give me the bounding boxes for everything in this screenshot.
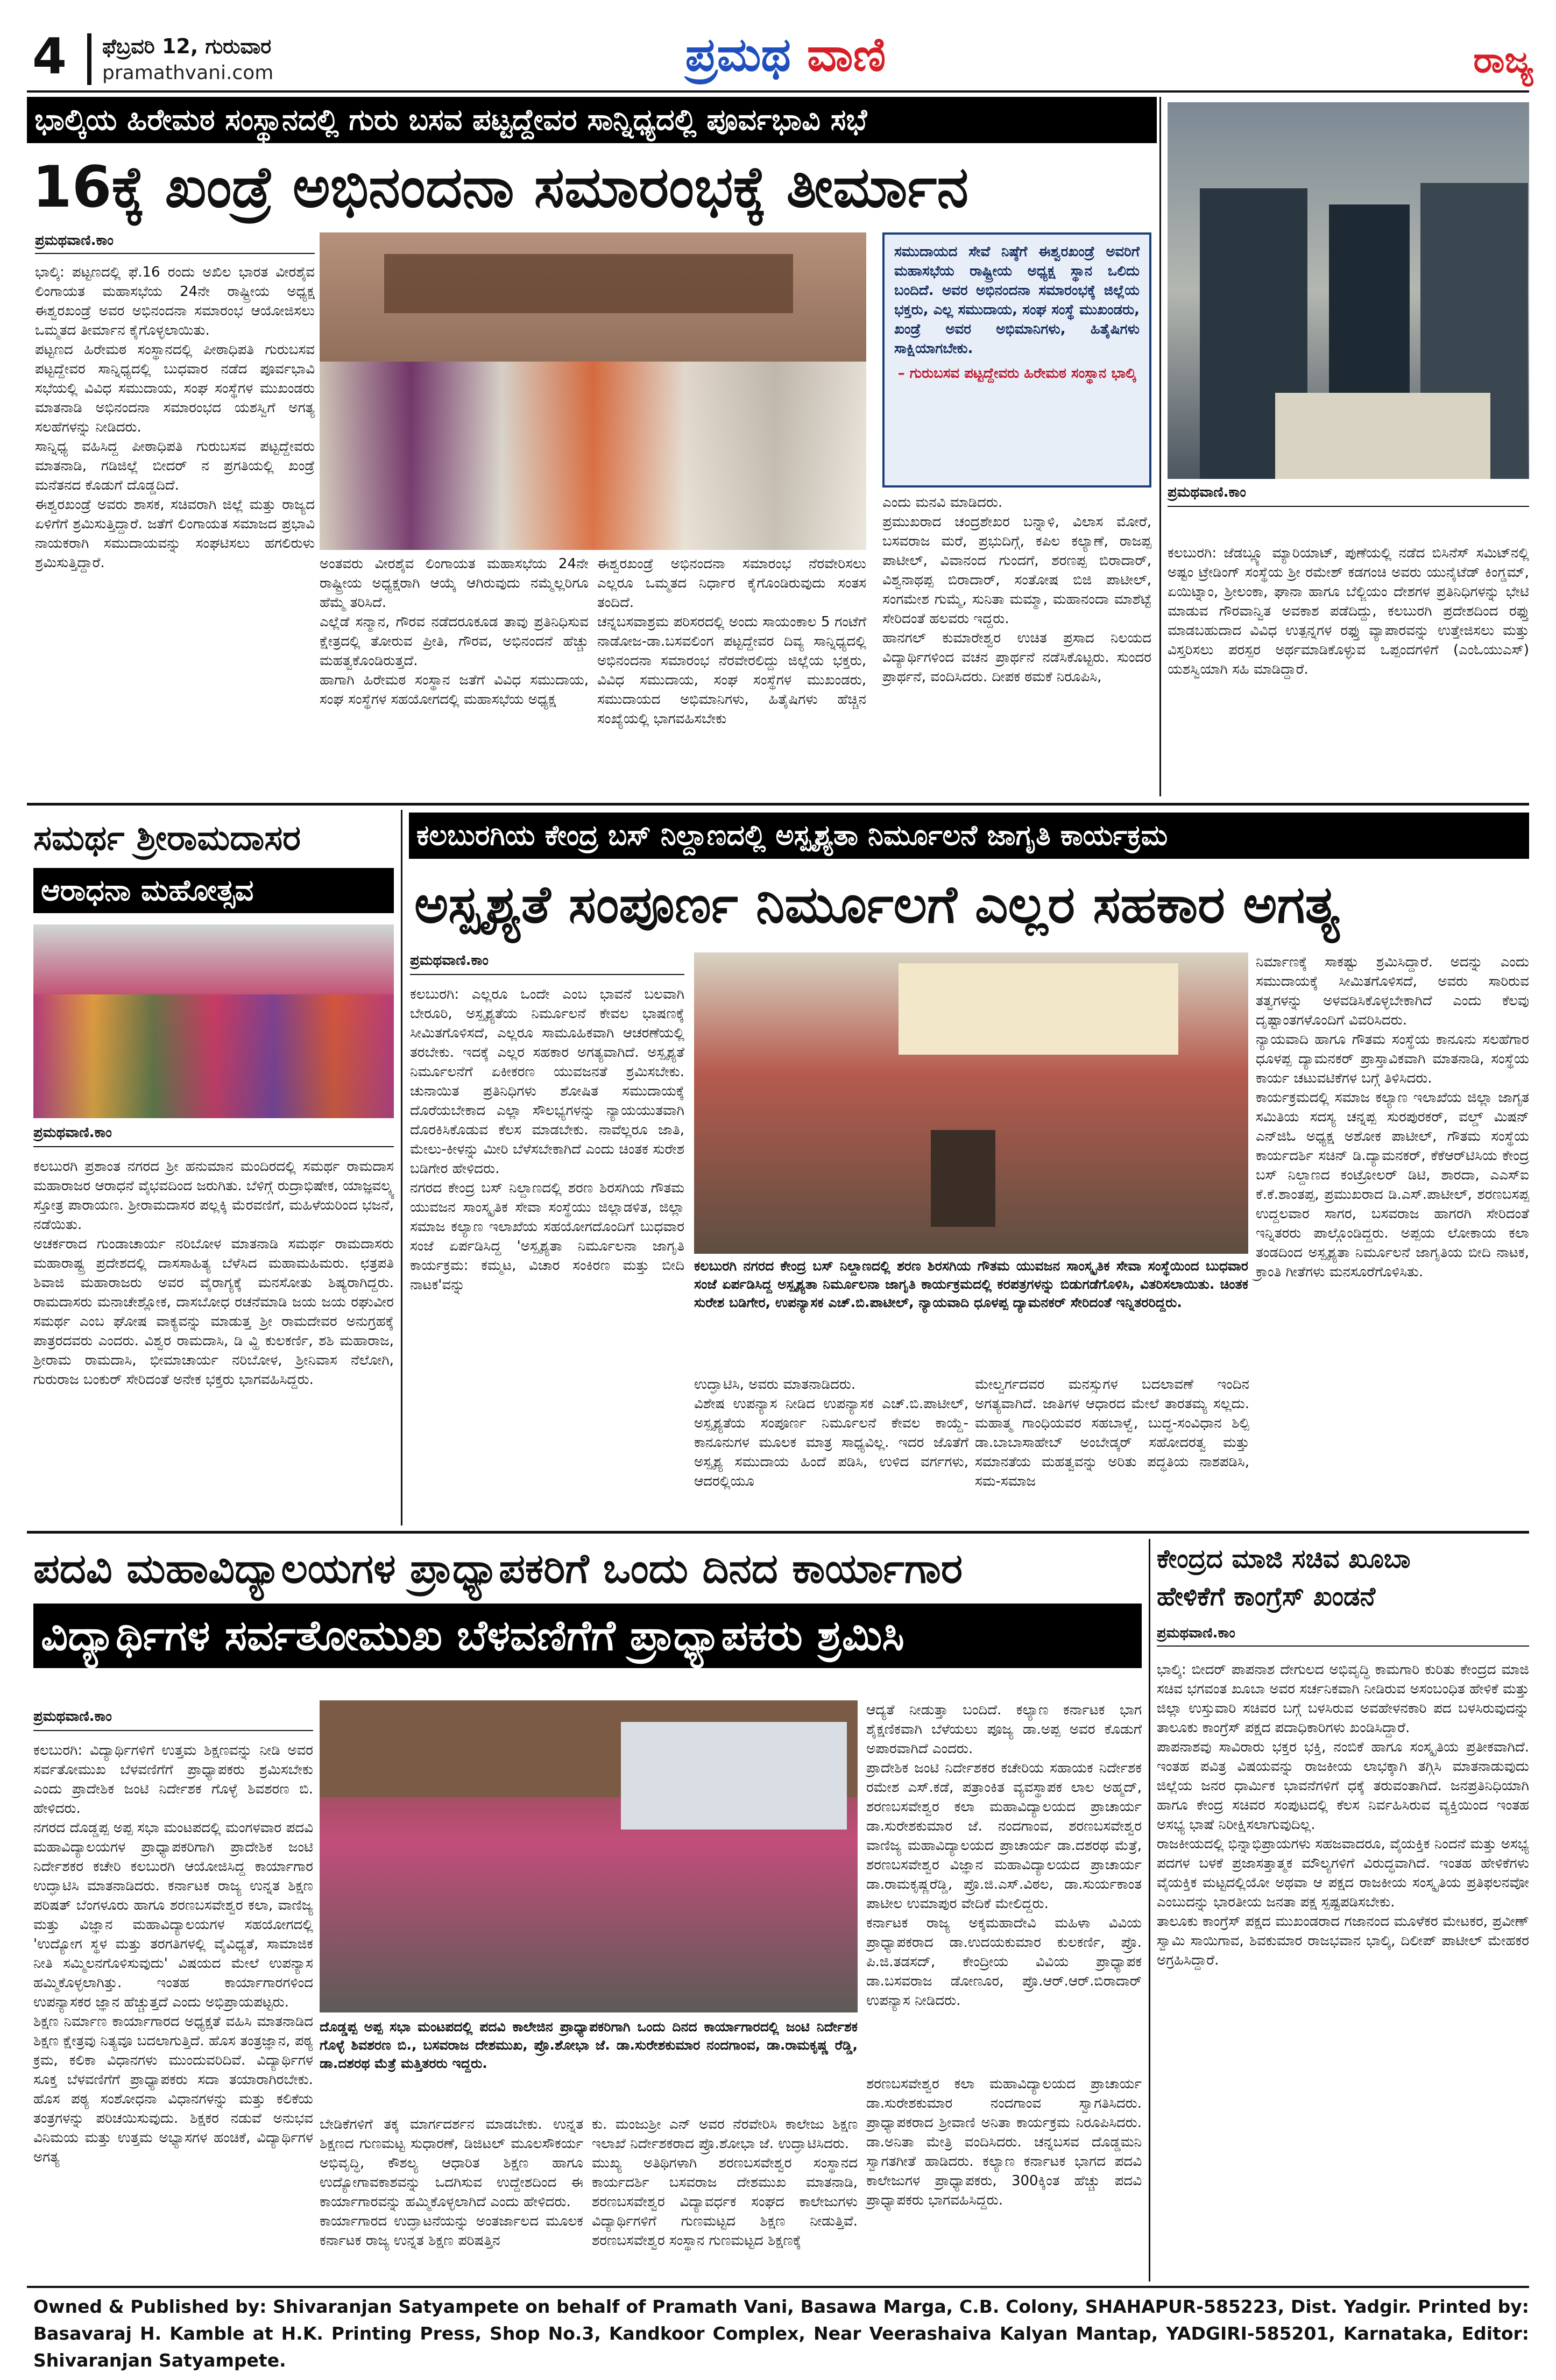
story2-kicker-line1: ಸಮರ್ಥ ಶ್ರೀರಾಮದಾಸರ [33,818,301,858]
photo-frames [384,254,793,313]
story5-byline-rule [1157,1645,1529,1647]
story3-byline: ಪ್ರಮಥವಾಣಿ.ಕಾಂ [410,952,489,969]
masthead [0,0,1556,91]
story2-divider [401,810,402,1526]
story1-byline: ಪ್ರಮಥವಾಣಿ.ಕಾಂ [35,232,114,249]
story4-col2: ಬೇಡಿಕೆಗಳಿಗೆ ತಕ್ಕ ಮಾರ್ಗದರ್ಶನ ಮಾಡಬೇಕು. ಉನ್ನತ ಶಿಕ್ಷಣದ ಗುಣಮಟ್ಟ ಸುಧಾರಣೆ, ಡಿಜಿಟಲ್ ಮೂಲಸೌಕರ್ಯ ಅಭಿವೃದ್ಧಿ, ಕೌಶಲ್ಯ ಆಧಾರಿತ ಶಿಕ್ಷಣ ಹಾಗೂ ಉದ್ಯೋಗಾವಕಾಶವನ್ನು ಒದಗಿಸುವ ಉದ್ದೇಶದಿಂದ ಈ ಕಾರ್ಯಾಗಾರವನ್ನು ಹಮ್ಮಿಕೊಳ್ಳಲಾಗಿದೆ ಎಂದು ಹೇಳಿದರು. ಕಾರ್ಯಾಗಾರದ ಉದ್ಘಾಟನೆಯನ್ನು ಅಂತರ್ಜಾಲದ ಮೂಲಕ ಕರ್ನಾಟಕ ರಾಜ್ಯ ಉನ್ನತ ಶಿಕ್ಷಣ ಪರಿಷತ್ತಿನ [320,2116,583,2249]
section-rule-1 [27,803,1529,806]
photo-people-row [320,362,866,550]
website-link[interactable]: pramathvani.com [102,62,274,84]
story3-byline-rule [410,974,684,975]
story4-col3: ಕು. ಮಂಜುಶ್ರೀ ಎನ್ ಅವರ ನೆರವೇರಿಸಿ ಕಾಲೇಜು ಶಿಕ್ಷಣ ಇಲಾಖೆ ನಿರ್ದೇಶಕರಾದ ಪ್ರೊ.ಶೋಭಾ ಜೆ. ಉದ್ಘಾಟಿಸಿದರು. ಮುಖ್ಯ ಅತಿಥಿಗಳಾಗಿ ಶರಣಬಸವೇಶ್ವರ ಸಂಸ್ಥಾನದ ಕಾರ್ಯದರ್ಶಿ ಬಸವರಾಜ ದೇಶಮುಖ ಮಾತನಾಡಿ, ಶರಣಬಸವೇಶ್ವರ ವಿದ್ಯಾವರ್ಧಕ ಸಂಘದ ಕಾಲೇಜುಗಳು ವಿದ್ಯಾರ್ಥಿಗಳಿಗೆ ಗುಣಮಟ್ಟದ ಶಿಕ್ಷಣ ನೀಡುತ್ತಿವೆ. ಶರಣಬಸವೇಶ್ವರ ಸಂಸ್ಥಾನ ಗುಣಮಟ್ಟದ ಶಿಕ್ಷಣಕ್ಕೆ [592,2116,858,2249]
imprint-line: Owned & Published by: Shivaranjan Satyampete on behalf of Pramath Vani, Basawa Marga, C.B. Colony, SHAHAPUR-585223, Dist. Yadgir. Printed by: Basavaraj H. Kamble at H.K. Printing Press, Shop No.3, Kandkoor Complex, Near Veerashaiva Kalyan Mantap, YADGIRI-585201, Karnataka, Editor: Shivaranjan Satyampete. [33,2296,1529,2371]
story4-headline: ವಿದ್ಯಾರ್ಥಿಗಳ ಸರ್ವತೋಮುಖ ಬೆಳವಣಿಗೆಗೆ ಪ್ರಾಧ್ಯಾಪಕರು ಶ್ರಮಿಸಿ [33,1604,1142,1668]
story3-photo-event [694,952,1248,1254]
page-number: 4 [32,27,67,85]
story4-divider [1149,1539,1150,2282]
story1-col1: ಭಾಲ್ಕಿ: ಪಟ್ಟಣದಲ್ಲಿ ಫೆ.16 ರಂದು ಅಖಿಲ ಭಾರತ ವೀರಶೈವ ಲಿಂಗಾಯತ ಮಹಾಸಭೆಯ 24ನೇ ರಾಷ್ಟ್ರೀಯ ಅಧ್ಯಕ್ಷ ಈಶ್ವರಖಂಡ್ರೆ ಅವರ ಅಭಿನಂದನಾ ಸಮಾರಂಭ ಆಯೋಜಿಸಲು ಒಮ್ಮತದ ತೀರ್ಮಾನ ಕೈಗೊಳ್ಳಲಾಯಿತು. ಪಟ್ಟಣದ ಹಿರೇಮಠ ಸಂಸ್ಥಾನದಲ್ಲಿ ಪೀಠಾಧಿಪತಿ ಗುರುಬಸವ ಪಟ್ಟದ್ದೇವರ ಸಾನ್ನಿಧ್ಯದಲ್ಲಿ ಬುಧವಾರ ನಡೆದ ಪೂರ್ವಭಾವಿ ಸಭೆಯಲ್ಲಿ ವಿವಿಧ ಸಮುದಾಯ, ಸಂಘ ಸಂಸ್ಥೆಗಳ ಮುಖಂಡರು ಮಾತನಾಡಿ ಅಭಿನಂದನಾ ಸಮಾರಂಭದ ಯಶಸ್ವಿಗೆ ಅಗತ್ಯ ಸಲಹೆಗಳನ್ನು ನೀಡಿದರು. ಸಾನ್ನಿಧ್ಯ ವಹಿಸಿದ್ದ ಪೀಠಾಧಿಪತಿ ಗುರುಬಸವ ಪಟ್ಟದ್ದೇವರು ಮಾತನಾಡಿ, ಗಡಿಜಿಲ್ಲೆ ಬೀದರ್ ನ ಪ್ರಗತಿಯಲ್ಲಿ ಖಂಡ್ರೆ ಮನೆತನದ ಕೊಡುಗೆ ದೊಡ್ಡದಿದೆ. ಈಶ್ವರಖಂಡ್ರೆ ಅವರು ಶಾಸಕ, ಸಚಿವರಾಗಿ ಜಿಲ್ಲೆ ಮತ್ತು ರಾಜ್ಯದ ಏಳಿಗೆಗೆ ಶ್ರಮಿಸುತ್ತಿದ್ದಾರೆ. ಜತೆಗೆ ಲಿಂಗಾಯತ ಸಮಾಜದ ಪ್ರಭಾವಿ ನಾಯಕರಾಗಿ ಸಮುದಾಯವನ್ನು ಸಂಘಟಿಸಲು ಹಗಲಿರುಳು ಶ್ರಮಿಸುತ್ತಿದ್ದಾರೆ. [35,264,315,571]
story5-kicker-line1: ಕೇಂದ್ರದ ಮಾಜಿ ಸಚಿವ ಖೂಬಾ [1157,1544,1411,1574]
story3-col3: ಮೇಲ್ವರ್ಗದವರ ಮನಸ್ಸುಗಳ ಬದಲಾವಣೆ ಇಂದಿನ ಅಗತ್ಯವಾಗಿದೆ. ಜಾತಿಗಳ ಆಧಾರದ ಮೇಲೆ ತಾರತಮ್ಯ ಸಲ್ಲದು. ಮಹಾತ್ಮ ಗಾಂಧಿಯವರ ಸಹಬಾಳ್ವೆ, ಬುದ್ಧ-ಸಂವಿಧಾನ ಶಿಲ್ಪಿ ಡಾ.ಬಾಬಾಸಾಹೇಬ್ ಅಂಬೇಡ್ಕರ್ ಸಹೋದರತ್ವ ಮತ್ತು ಸಮಾನತೆಯ ಮಹತ್ವವನ್ನು ಅರಿತು ಪದ್ಧತಿಯ ನಾಶಪಡಿಸಿ, ಸಮ-ಸಮಾಜ [975,1376,1249,1489]
story1-byline-rule [35,253,315,254]
section-rule-2 [27,1531,1529,1534]
photo-banner [899,963,1178,1055]
title-part1: ಪ್ರಮಥ [685,28,791,82]
story3-caption: ಕಲಬುರಗಿ ನಗರದ ಕೇಂದ್ರ ಬಸ್ ನಿಲ್ದಾಣದಲ್ಲಿ ಶರಣ ಶಿರಸಗಿಯ ಗೌತಮ ಯುವಜನ ಸಾಂಸ್ಕೃತಿಕ ಸೇವಾ ಸಂಸ್ಥೆಯಿಂದ ಬುಧವಾರ ಸಂಜೆ ಏರ್ಪಡಿಸಿದ್ದ ಅಸ್ಪೃಶ್ಯತಾ ನಿರ್ಮೂಲನಾ ಜಾಗೃತಿ ಕಾರ್ಯಕ್ರಮದಲ್ಲಿ ಕರಪತ್ರಗಳನ್ನು ಬಿಡುಗಡೆಗೊಳಿಸಿ, ವಿತರಿಸಲಾಯಿತು. ಚಿಂತಕ ಸುರೇಶ ಬಡಿಗೇರ, ಉಪನ್ಯಾಸಕ ಎಚ್.ಬಿ.ಪಾಟೀಲ್, ನ್ಯಾಯವಾದಿ ಧೂಳಪ್ಪ ದ್ಯಾಮನಕರ್ ಸೇರಿದಂತೆ ಇನ್ನಿತರರಿದ್ದರು. [694,1258,1248,1310]
masthead-divider [87,33,91,85]
story2-kicker-line2: ಆರಾಧನಾ ಮಹೋತ್ಸವ [33,868,394,913]
side-body: ಕಲಬುರಗಿ: ಜೆಡಬ್ಲ್ಯೂ ಮ್ಯಾರಿಯಾಟ್, ಪುಣೆಯಲ್ಲಿ ನಡೆದ ಬಿಸಿನೆಸ್ ಸಮಿಟ್‌ನಲ್ಲಿ ಅಷ್ಟಂ ಟ್ರೇಡಿಂಗ್ ಸಂಸ್ಥೆಯ ಶ್ರೀ ರಮೇಶ್ ಕಡಗಂಚಿ ಅವರು ಯುನೈಟೆಡ್ ಕಿಂಗ್ಡಮ್, ಏಯಿಟ್ನಾಂ, ಶ್ರೀಲಂಕಾ, ಘಾನಾ ಹಾಗೂ ಬೆಲ್ಜಿಯಂ ದೇಶಗಳ ಪ್ರತಿನಿಧಿಗಳನ್ನು ಭೇಟಿ ಮಾಡುವ ಗೌರವಾನ್ವಿತ ಅವಕಾಶ ಪಡೆದಿದ್ದು, ಕಲಬುರಗಿ ಪ್ರದೇಶದಿಂದ ರಫ್ತು ಮಾಡಬಹುದಾದ ವಿವಿಧ ಉತ್ಪನ್ನಗಳ ರಫ್ತು ವ್ಯಾಪಾರವನ್ನು ಉತ್ತೇಜಿಸಲು ಮತ್ತು ವಿಸ್ತರಿಸಲು ಪರಸ್ಪರ ಅರ್ಥಮಾಡಿಕೊಳ್ಳುವ ಒಪ್ಪಂದಗಳಿಗೆ (ಎಂಓಯುಎಸ್) ಯಶಸ್ವಿಯಾಗಿ ಸಹಿ ಮಾಡಿದ್ದಾರೆ. [1168,545,1529,677]
story2-body: ಕಲಬುರಗಿ ಪ್ರಶಾಂತ ನಗರದ ಶ್ರೀ ಹನುಮಾನ ಮಂದಿರದಲ್ಲಿ ಸಮರ್ಥ ರಾಮದಾಸ ಮಹಾರಾಜರ ಆರಾಧನೆ ವೈಭವದಿಂದ ಜರುಗಿತು. ಬೆಳಿಗ್ಗೆ ರುದ್ರಾಭಿಷೇಕ, ಯಾಜ್ಞವಲ್ಕ್ಯ ಸ್ತೋತ್ರ ಪಾರಾಯಣ. ಶ್ರೀರಾಮದಾಸರ ಪಲ್ಲಕ್ಕಿ ಮೆರವಣಿಗೆ, ಮಹಿಳೆಯರಿಂದ ಭಜನೆ, ನಡೆಯಿತು. ಅಚರ್ಕರಾದ ಗುಂಡಾಚಾರ್ಯ ನರಿಬೋಳ ಮಾತನಾಡಿ ಸಮರ್ಥ ರಾಮದಾಸರು ಮಹಾರಾಷ್ಟ್ರ ಪ್ರದೇಶದಲ್ಲಿ ದಾಸಸಾಹಿತ್ಯ ಬೆಳೆಸಿದ ಮಹಾಮಹಿಮರು. ಛತ್ರಪತಿ ಶಿವಾಜಿ ಮಹಾರಾಜರು ಅವರ ವೈರಾಗ್ಯಕ್ಕೆ ಮನಸೋತು ಶಿಷ್ಯರಾಗಿದ್ದರು. ರಾಮದಾಸರು ಮನಾಚೇಶ್ಲೋಕ, ದಾಸಬೋಧ ರಚನೆಮಾಡಿ ಜಯ ಜಯ ರಘುವೀರ ಸಮರ್ಥ ಎಂಬ ಘೋಷ ವಾಕ್ಯವನ್ನು ಮಾಡುತ್ತ ಶ್ರೀ ರಾಮದೇವರ ಅನುಗ್ರಹಕ್ಕೆ ಪಾತ್ರರದವರು ಎಂದರು. ವಿಶ್ವರ ರಾಮದಾಸಿ, ಡಿ ವ್ಹಿ ಕುಲಕರ್ಣಿ, ಶಶಿ ಮಹಾರಾಜ, ಶ್ರೀರಾಮ ರಾಮದಾಸಿ, ಭೀಮಾಚಾರ್ಯ ನರಿಬೋಳ, ಶ್ರೀನಿವಾಸ ನೆಲೋಗಿ, ಗುರುರಾಜ ಬಂಕುರ್ ಸೇರಿದಂತೆ ಅನೇಕ ಭಕ್ತರು ಭಾಗವಹಿಸಿದ್ದರು. [33,1159,394,1388]
story1-quote-attribution: – ಗುರುಬಸವ ಪಟ್ಟದ್ದೇವರು ಹಿರೇಮಠ ಸಂಸ್ಥಾನ ಭಾಲ್ಕಿ [897,365,1136,382]
story4-col4a: ಆದ್ಯತೆ ನೀಡುತ್ತಾ ಬಂದಿದೆ. ಕಲ್ಯಾಣ ಕರ್ನಾಟಕ ಭಾಗ ಶೈಕ್ಷಣಿಕವಾಗಿ ಬೆಳೆಯಲು ಪೂಜ್ಯ ಡಾ.ಅಪ್ಪ ಅವರ ಕೊಡುಗೆ ಅಪಾರವಾಗಿದೆ ಎಂದರು. ಪ್ರಾದೇಶಿಕ ಜಂಟಿ ನಿರ್ದೇಶಕರ ಕಚೇರಿಯ ಸಹಾಯಕ ನಿರ್ದೇಶಕ ರಮೇಶ ಎಸ್.ಕಡೆ, ಪತ್ರಾಂಕಿತ ವ್ಯವಸ್ಥಾಪಕ ಲಾಲ ಅಹ್ಮದ್, ಶರಣಬಸವೇಶ್ವರ ಕಲಾ ಮಹಾವಿದ್ಯಾಲಯದ ಪ್ರಾಚಾರ್ಯ ಡಾ.ಸುರೇಶಕುಮಾರ ಜೆ. ನಂದಗಾಂವ, ಶರಣಬಸವೇಶ್ವರ ವಾಣಿಜ್ಯ ಮಹಾವಿದ್ಯಾಲಯದ ಪ್ರಾಚಾರ್ಯ ಡಾ.ದಶರಥ ಮೆತ್ರೆ, ಶರಣಬಸವೇಶ್ವರ ವಿಜ್ಞಾನ ಮಹಾವಿದ್ಯಾಲಯದ ಪ್ರಾಚಾರ್ಯ ಡಾ.ರಾಮಕೃಷ್ಣರೆಡ್ಡಿ, ಪ್ರೊ.ಜಿ.ಎಸ್.ವಿಠಲ, ಡಾ.ಸುರ್ಯಕಾಂತ ಪಾಟೀಲ ಉಮಾಪುರ ವೇದಿಕೆ ಮೇಲಿದ್ದರು. ಕರ್ನಾಟಕ ರಾಜ್ಯ ಅಕ್ಕಮಹಾದೇವಿ ಮಹಿಳಾ ವಿವಿಯ ಪ್ರಾಧ್ಯಾಪಕರಾದ ಡಾ.ಉದಯಕುಮಾರ ಕುಲಕರ್ಣಿ, ಪ್ರೊ. ಪಿ.ಜಿ.ತಡಸದ್, ಕೇಂದ್ರೀಯ ವಿವಿಯ ಪ್ರಾಧ್ಯಾಪಕ ಡಾ.ಬಸವರಾಜ ಡೋಣೂರ, ಪ್ರೊ.ಆರ್.ಆರ್.ಬಿರಾದಾರ್ ಉಪನ್ಯಾಸ ನೀಡಿದರು. [866,1702,1142,2009]
story5-kicker-line2: ಹೇಳಿಕೆಗೆ ಕಾಂಗ್ರೆಸ್ ಖಂಡನೆ [1157,1581,1376,1612]
story2-kicker-box [27,810,398,921]
story1-headline: 16ಕ್ಕೆ ಖಂಡ್ರೆ ಅಭಿನಂದನಾ ಸಮಾರಂಭಕ್ಕೆ ತೀರ್ಮಾನ [32,154,969,220]
story4-photo-workshop [320,1700,858,2012]
story1-col2: ಅಂತವರು ವೀರಶೈವ ಲಿಂಗಾಯತ ಮಹಾಸಭೆಯ 24ನೇ ರಾಷ್ಟ್ರೀಯ ಅಧ್ಯಕ್ಷರಾಗಿ ಆಯ್ಕೆ ಆಗಿರುವುದು ನಮ್ಮೆಲ್ಲರಿಗೂ ಹೆಮ್ಮೆ ತರಿಸಿದೆ. ಎಲ್ಲೆಡೆ ಸನ್ಮಾನ, ಗೌರವ ನಡೆದರೂಕೂಡ ತಾವು ಪ್ರತಿನಿಧಿಸುವ ಕ್ಷೇತ್ರದಲ್ಲಿ ತೋರುವ ಪ್ರೀತಿ, ಗೌರವ, ಅಭಿನಂದನೆ ಹೆಚ್ಚು ಮಹತ್ವಕೊಂಡಿರುತ್ತದೆ. ಹಾಗಾಗಿ ಹಿರೇಮಠ ಸಂಸ್ಥಾನ ಜತೆಗೆ ವಿವಿಧ ಸಮುದಾಯ, ಸಂಘ ಸಂಸ್ಥೆಗಳ ಸಹಯೋಗದಲ್ಲಿ ಮಹಾಸಭೆಯ ಅಧ್ಯಕ್ಷ [320,556,589,708]
side-rule-left [1159,97,1161,796]
story2-byline: ಪ್ರಮಥವಾಣಿ.ಕಾಂ [33,1125,112,1141]
story2-photo-procession [33,924,394,1118]
story4-byline-rule [33,1730,313,1731]
story3-kicker: ಕಲಬುರಗಿಯ ಕೇಂದ್ರ ಬಸ್ ನಿಲ್ದಾಣದಲ್ಲಿ ಅಸ್ಪೃಶ್ಯತಾ ನಿರ್ಮೂಲನೆ ಜಾಗೃತಿ ಕಾರ್ಯಕ್ರಮ [409,813,1529,859]
story3-col1: ಕಲಬುರಗಿ: ಎಲ್ಲರೂ ಒಂದೇ ಎಂಬ ಭಾವನೆ ಬಲವಾಗಿ ಬೇರೂರಿ, ಅಸ್ಪೃಶ್ಯತೆಯ ನಿರ್ಮೂಲನೆ ಕೇವಲ ಭಾಷಣಕ್ಕೆ ಸೀಮಿತಗೊಳಿಸದೆ, ಎಲ್ಲರೂ ಸಾಮೂಹಿಕವಾಗಿ ಆಚರಣೆಯಲ್ಲಿ ತರಬೇಕು. ಇದಕ್ಕೆ ಎಲ್ಲರ ಸಹಕಾರ ಅಗತ್ಯವಾಗಿದೆ. ಅಸ್ಪೃಶ್ಯತೆ ನಿರ್ಮೂಲನೆಗೆ ಏಕೀಕರಣ ಯುವಜನತೆ ಶ್ರಮಿಸಬೇಕು. ಚುನಾಯಿತ ಪ್ರತಿನಿಧಿಗಳು ಶೋಷಿತ ಸಮುದಾಯಕ್ಕೆ ದೊರೆಯಬೇಕಾದ ಎಲ್ಲಾ ಸೌಲಭ್ಯಗಳನ್ನು ನ್ಯಾಯಯುತವಾಗಿ ದೊರಕಿಸಿಕೊಡುವ ಕೆಲಸ ಮಾಡಬೇಕು. ನಾವೆಲ್ಲರೂ ಜಾತಿ, ಮೇಲು-ಕೀಳನ್ನು ಮೀರಿ ಬೆಳೆಸಬೇಕಾಗಿದೆ ಎಂದು ಚಿಂತಕ ಸುರೇಶ ಬಡಿಗೇರ ಹೇಳಿದರು. ನಗರದ ಕೇಂದ್ರ ಬಸ್ ನಿಲ್ದಾಣದಲ್ಲಿ ಶರಣ ಶಿರಸಗಿಯ ಗೌತಮ ಯುವಜನ ಸಾಂಸ್ಕೃತಿಕ ಸೇವಾ ಸಂಸ್ಥೆಯು ಜಿಲ್ಲಾಡಳಿತ, ಜಿಲ್ಲಾ ಸಮಾಜ ಕಲ್ಯಾಣ ಇಲಾಖೆಯ ಸಹಯೋಗದೊಂದಿಗೆ ಬುಧವಾರ ಸಂಜೆ ಏರ್ಪಡಿಸಿದ್ದ 'ಅಸ್ಪೃಶ್ಯತಾ ನಿರ್ಮೂಲನಾ ಜಾಗೃತಿ ಕಾರ್ಯಕ್ರಮ: ಕಮ್ಮಟ, ವಿಚಾರ ಸಂಕಿರಣ ಮತ್ತು ಬೀದಿ ನಾಟಕ'ವನ್ನು [410,986,684,1293]
story1-photo-meeting [320,232,866,550]
title-part2: ವಾಣಿ [807,28,886,82]
side-byline: ಪ್ರಮಥವಾಣಿ.ಕಾಂ [1168,484,1246,500]
story1-quote-box [882,232,1151,488]
newspaper-title [635,28,936,82]
side-byline-rule [1168,506,1529,507]
story5-byline: ಪ್ರಮಥವಾಣಿ.ಕಾಂ [1157,1625,1235,1641]
photo-portrait [931,1130,995,1227]
story1-col3: ಈಶ್ವರಖಂಡ್ರೆ ಅಭಿನಂದನಾ ಸಮಾರಂಭ ನೆರವೇರಿಸಲು ಎಲ್ಲರೂ ಒಮ್ಮತದ ನಿರ್ಧಾರ ಕೈಗೊಂಡಿರುವುದು ಸಂತಸ ತಂದಿದೆ. ಚನ್ನಬಸವಾಶ್ರಮ ಪರಿಸರದಲ್ಲಿ ಅಂದು ಸಾಯಂಕಾಲ 5 ಗಂಟೆಗೆ ನಾಡೋಜ-ಡಾ.ಬಸವಲಿಂಗ ಪಟ್ಟದ್ದೇವರ ದಿವ್ಯ ಸಾನ್ನಿಧ್ಯದಲ್ಲಿ ಅಭಿನಂದನಾ ಸಮಾರಂಭ ನೆರವೇರಲಿದ್ದು ಜಿಲ್ಲೆಯ ಭಕ್ತರು, ವಿವಿಧ ಸಮುದಾಯ, ಸಂಘ ಸಂಸ್ಥೆಗಳ ಮುಖಂಡರು, ಸಮುದಾಯದ ಅಭಿಮಾನಿಗಳು, ಹಿತೈಷಿಗಳು ಹೆಚ್ಚಿನ ಸಂಖ್ಯೆಯಲ್ಲಿ ಭಾಗವಹಿಸಬೇಕು [597,556,866,727]
imprint-rule [27,2286,1529,2288]
story4-caption: ದೊಡ್ಡಪ್ಪ ಅಪ್ಪ ಸಭಾ ಮಂಟಪದಲ್ಲಿ ಪದವಿ ಕಾಲೇಜಿನ ಪ್ರಾಧ್ಯಾಪಕರಿಗಾಗಿ ಒಂದು ದಿನದ ಕಾರ್ಯಾಗಾರದಲ್ಲಿ ಜಂಟಿ ನಿರ್ದೇಶಕ ಗೊಳ್ಳೆ ಶಿವಶರಣ ಬಿ., ಬಸವರಾಜ ದೇಶಮುಖ, ಪ್ರೊ.ಶೋಭಾ ಜೆ. ಡಾ.ಸುರೇಶಕುಮಾರ ನಂದಗಾಂವ, ಡಾ.ರಾಮಕೃಷ್ಣ ರೆಡ್ಡಿ, ಡಾ.ದಶರಥ ಮೆತ್ರೆ ಮತ್ತಿತರರು ಇದ್ದರು. [320,2019,858,2071]
side-photo-business-summit [1168,102,1529,479]
section-label: ರಾಜ್ಯ [1473,39,1533,81]
story5-body: ಭಾಲ್ಕಿ: ಬೀದರ್ ಪಾಪನಾಶ ದೇಗುಲದ ಅಭಿವೃದ್ಧಿ ಕಾಮಗಾರಿ ಕುರಿತು ಕೇಂದ್ರದ ಮಾಜಿ ಸಚಿವ ಭಗವಂತ ಖೂಬಾ ಅವರ ಸರ್ಚನಿಕವಾಗಿ ನೀಡಿರುವ ಅಸಂಬಂಧಿತ ಹೇಳಿಕೆ ಮತ್ತು ಜಿಲ್ಲಾ ಉಸ್ತುವಾರಿ ಸಚಿವರ ಬಗ್ಗೆ ಬಳಸಿರುವ ಅವಹೇಳನಕಾರಿ ಪದ ಬಳಸಿರುವುದನ್ನು ತಾಲೂಕು ಕಾಂಗ್ರೆಸ್ ಪಕ್ಷದ ಪದಾಧಿಕಾರಿಗಳು ಖಂಡಿಸಿದ್ದಾರೆ. ಪಾಪನಾಶವು ಸಾವಿರಾರು ಭಕ್ತರ ಭಕ್ತಿ, ನಂಬಿಕೆ ಹಾಗೂ ಸಂಸ್ಕೃತಿಯ ಪ್ರತೀಕವಾಗಿದೆ. ಇಂತಹ ಪವಿತ್ರ ವಿಷಯವನ್ನು ರಾಜಕೀಯ ಲಾಭಕ್ಕಾಗಿ ತಗ್ಗಿಸಿ ಮಾತನಾಡುವುದು ಜಿಲ್ಲೆಯ ಜನರ ಧಾರ್ಮಿಕ ಭಾವನೆಗಳಿಗೆ ಧಕ್ಕೆ ತರುವಂತಾಗಿದೆ. ಜನಪ್ರತಿನಿಧಿಯಾಗಿ ಹಾಗೂ ಕೇಂದ್ರ ಸಚಿವರ ಸಂಪುಟದಲ್ಲಿ ಕೆಲಸ ನಿರ್ವಹಿಸಿರುವ ವ್ಯಕ್ತಿಯಿಂದ ಇಂತಹ ಅಸಭ್ಯ ಭಾಷೆ ನಿರೀಕ್ಷಿಸಲಾಗುವುದಿಲ್ಲ. ರಾಜಕೀಯದಲ್ಲಿ ಭಿನ್ನಾಭಿಪ್ರಾಯಗಳು ಸಹಜವಾದರೂ, ವೈಯಕ್ತಿಕ ನಿಂದನೆ ಮತ್ತು ಅಸಭ್ಯ ಪದಗಳ ಬಳಕೆ ಪ್ರಜಾಸತ್ತಾತ್ಮಕ ಮೌಲ್ಯಗಳಿಗೆ ವಿರುದ್ಧವಾಗಿದೆ. ಇಂತಹ ಹೇಳಿಕೆಗಳು ವೈಯಕ್ತಿಕ ಮಟ್ಟದಲ್ಲಿಯೋ ಅಥವಾ ಆ ಪಕ್ಷದ ರಾಜಕೀಯ ಸಂಸ್ಕೃತಿಯ ಪ್ರತಿಫಲನವೋ ಎಂಬುದನ್ನು ಭಾರತೀಯ ಜನತಾ ಪಕ್ಷ ಸ್ಪಷ್ಟಪಡಿಸಬೇಕು. ತಾಲೂಕು ಕಾಂಗ್ರೆಸ್ ಪಕ್ಷದ ಮುಖಂಡರಾದ ಗಜಾನಂದ ಮೂಳೆಕರ ಮೇಟಕರ, ಪ್ರವೀಣ್ ಸ್ವಾಮಿ ಸಾಯಿಗಾವ, ಶಿವಕುಮಾರ ರಾಜಭವಾನ ಭಾಲ್ಕಿ, ದಿಲೀಪ್ ಪಾಟೀಲ್ ಮೇಹಕರ ಅಗ್ರಹಿಸಿದ್ದಾರೆ. [1157,1662,1530,1968]
issue-date: ಫೆಬ್ರವರಿ 12, ಗುರುವಾರ [102,34,272,58]
story3-col2: ಉದ್ಘಾಟಿಸಿ, ಅವರು ಮಾತನಾಡಿದರು. ವಿಶೇಷ ಉಪನ್ಯಾಸ ನೀಡಿದ ಉಪನ್ಯಾಸಕ ಎಚ್.ಬಿ.ಪಾಟೀಲ್, ಅಸ್ಪೃಶ್ಯತೆಯ ಸಂಪೂರ್ಣ ನಿರ್ಮೂಲನೆ ಕೇವಲ ಕಾಯ್ದೆ-ಕಾನೂನುಗಳ ಮೂಲಕ ಮಾತ್ರ ಸಾಧ್ಯವಿಲ್ಲ. ಇದರ ಜೊತೆಗೆ ಅಸ್ಪೃಶ್ಯ ಸಮುದಾಯ ಹಿಂದೆ ಪಡಿಸಿ, ಉಳಿದ ವರ್ಗಗಳು, ಆದರಲ್ಲಿಯೂ [694,1376,968,1489]
story3-col4: ನಿರ್ಮಾಣಕ್ಕೆ ಸಾಕಷ್ಟು ಶ್ರಮಿಸಿದ್ದಾರೆ. ಅದನ್ನು ಎಂದು ಸಮುದಾಯಕ್ಕೆ ಸೀಮಿತಗೊಳಿಸದೆ, ಅವರು ಸಾರಿರುವ ತತ್ವಗಳನ್ನು ಅಳವಡಿಸಿಕೊಳ್ಳಬೇಕಾಗಿದೆ ಎಂದು ಕೆಲವು ದೃಷ್ಟಾಂತಗಳೊಂದಿಗೆ ವಿವರಿಸಿದರು. ನ್ಯಾಯವಾದಿ ಹಾಗೂ ಗೌತಮ ಸಂಸ್ಥೆಯ ಕಾನೂನು ಸಲಹೆಗಾರ ಧೂಳಪ್ಪ ದ್ಯಾಮನಕರ್ ಪ್ರಾಸ್ತಾವಿಕವಾಗಿ ಮಾತನಾಡಿ, ಸಂಸ್ಥೆಯ ಕಾರ್ಯ ಚಟುವಟಿಕೆಗಳ ಬಗ್ಗೆ ತಿಳಿಸಿದರು. ಕಾರ್ಯಕ್ರಮದಲ್ಲಿ ಸಮಾಜ ಕಲ್ಯಾಣ ಇಲಾಖೆಯ ಜಿಲ್ಲಾ ಜಾಗೃತ ಸಮಿತಿಯ ಸದಸ್ಯ ಚನ್ನಪ್ಪ ಸುರಪುರಕರ್, ವಲ್ಡ್ ಮಿಷನ್ ಎನ್‌ಜಿಓ ಅಧ್ಯಕ್ಷ ಅಶೋಕ ಪಾಟೀಲ್, ಗೌತಮ ಸಂಸ್ಥೆಯ ಕಾರ್ಯದರ್ಶಿ ಸಚಿನ್ ಡಿ.ದ್ಯಾಮನಕರ್, ಕೆಕೆಆರ್‌ಟಿಸಿಯ ಕೇಂದ್ರ ಬಸ್ ನಿಲ್ದಾಣದ ಕಂಟ್ರೋಲರ್ ಡಿಟಿ, ಶಾರದಾ, ಎಎಸ್‌ಐ ಕೆ.ಕೆ.ಶಾಂತಪ್ಪ, ಪ್ರಮುಖರಾದ ಡಿ.ಎಸ್.ಪಾಟೀಲ್, ಶರಣಬಸಪ್ಪ ಉದ್ದಲವಾರ ಸಾಗರ, ಬಸವರಾಜ ಹಾಗರಗಿ ಸೇರಿದಂತೆ ಇನ್ನಿತರರು ಪಾಲ್ಗೊಂಡಿದ್ದರು. ಅಪ್ಪಯ ಲೋಕಾಯ ಕಲಾ ತಂಡದಿಂದ ಅಸ್ಪೃಶ್ಯತಾ ನಿರ್ಮೂಲನೆ ಜಾಗೃತಿಯ ಬೀದಿ ನಾಟಕ, ಕ್ರಾಂತಿ ಗೀತೆಗಳು ಮನಸೂರೆಗೊಳಿಸಿತು. [1256,954,1529,1280]
masthead-rule [27,90,1529,93]
story4-col1: ಕಲಬುರಗಿ: ವಿದ್ಯಾರ್ಥಿಗಳಿಗೆ ಉತ್ತಮ ಶಿಕ್ಷಣವನ್ನು ನೀಡಿ ಅವರ ಸರ್ವತೋಮುಖ ಬೆಳವಣಿಗೆಗೆ ಪ್ರಾಧ್ಯಾಪಕರು ಶ್ರಮಿಸಬೇಕು ಎಂದು ಪ್ರಾದೇಶಿಕ ಜಂಟಿ ನಿರ್ದೇಶಕ ಗೊಳ್ಳೆ ಶಿವಶರಣ ಬಿ. ಹೇಳಿದರು. ನಗರದ ದೊಡ್ಡಪ್ಪ ಅಪ್ಪ ಸಭಾ ಮಂಟಪದಲ್ಲಿ ಮಂಗಳವಾರ ಪದವಿ ಮಹಾವಿದ್ಯಾಲಯಗಳ ಪ್ರಾಧ್ಯಾಪಕರಿಗಾಗಿ ಪ್ರಾದೇಶಿಕ ಜಂಟಿ ನಿರ್ದೇಶಕರ ಕಚೇರಿ ಕಲಬುರಗಿ ಆಯೋಜಿಸಿದ್ದ ಕಾರ್ಯಾಗಾರ ಉದ್ಘಾಟಿಸಿ ಮಾತನಾಡಿದರು. ಕರ್ನಾಟಕ ರಾಜ್ಯ ಉನ್ನತ ಶಿಕ್ಷಣ ಪರಿಷತ್ ಬೆಂಗಳೂರು ಹಾಗೂ ಶರಣಬಸವೇಶ್ವರ ಕಲಾ, ವಾಣಿಜ್ಯ ಮತ್ತು ವಿಜ್ಞಾನ ಮಹಾವಿದ್ಯಾಲಯಗಳ ಸಹಯೋಗದಲ್ಲಿ 'ಉದ್ಯೋಗ ಸ್ಥಳ ಮತ್ತು ತರಗತಿಗಳಲ್ಲಿ ವೈವಿಧ್ಯತೆ, ಸಾಮಾಜಿಕ ನೀತಿ ಸಮ್ಮಿಲನಗೊಳಿಸುವುದು' ವಿಷಯದ ಮೇಲೆ ಉಪನ್ಯಾಸ ಹಮ್ಮಿಕೊಳ್ಳಲಾಗಿತ್ತು. ಇಂತಹ ಕಾರ್ಯಾಗಾರಗಳಿಂದ ಉಪನ್ಯಾಸಕರ ಜ್ಞಾನ ಹೆಚ್ಚುತ್ತದೆ ಎಂದು ಅಭಿಪ್ರಾಯಪಟ್ಟರು. ಶಿಕ್ಷಣ ನಿರ್ಮಾಣ ಕಾರ್ಯಾಗಾರದ ಅಧ್ಯಕ್ಷತೆ ವಹಿಸಿ ಮಾತನಾಡಿದ ಶಿಕ್ಷಣ ಕ್ಷೇತ್ರವು ನಿತ್ಯವೂ ಬದಲಾಗುತ್ತಿದೆ. ಹೊಸ ತಂತ್ರಜ್ಞಾನ, ಪಠ್ಯ ಕ್ರಮ, ಕಲಿಕಾ ವಿಧಾನಗಳು ಮುಂದುವರಿದಿವೆ. ವಿದ್ಯಾರ್ಥಿಗಳ ಸೂಕ್ತ ಬೆಳವಣಿಗೆಗೆ ಪ್ರಾಧ್ಯಾಪಕರು ಸದಾ ತಯಾರಾಗಿರಬೇಕು. ಹೊಸ ಪಠ್ಯ ಸಂಶೋಧನಾ ವಿಧಾನಗಳನ್ನು ಮತ್ತು ಕಲಿಕೆಯ ತಂತ್ರಗಳನ್ನು ಪರಿಚಯಿಸುವುದು. ಶಿಕ್ಷಕರ ನಡುವೆ ಅನುಭವ ವಿನಿಮಯ ಮತ್ತು ಉತ್ತಮ ಅಭ್ಯಾಸಗಳ ಹಂಚಿಕೆ, ವಿದ್ಯಾರ್ಥಿಗಳ ಅಗತ್ಯ [33,1742,313,2165]
photo-screen [621,1722,847,1830]
story1-quote: ಸಮುದಾಯದ ಸೇವೆ ನಿಷ್ಠೆಗೆ ಈಶ್ವರಖಂಡ್ರೆ ಅವರಿಗೆ ಮಹಾಸಭೆಯ ರಾಷ್ಟ್ರೀಯ ಅಧ್ಯಕ್ಷ ಸ್ಥಾನ ಒಲಿದು ಬಂದಿದೆ. ಅವರ ಅಭಿನಂದನಾ ಸಮಾರಂಭಕ್ಕೆ ಜಿಲ್ಲೆಯ ಭಕ್ತರು, ಎಲ್ಲ ಸಮುದಾಯ, ಸಂಘ ಸಂಸ್ಥೆ ಮುಖಂಡರು, ಖಂಡ್ರೆ ಅವರ ಅಭಿಮಾನಿಗಳು, ಹಿತೈಷಿಗಳು ಸಾಕ್ಷಿಯಾಗಬೇಕು. [894,244,1140,357]
story1-col4: ಎಂದು ಮನವಿ ಮಾಡಿದರು. ಪ್ರಮುಖರಾದ ಚಂದ್ರಶೇಖರ ಬನ್ನಾಳಿ, ವಿಲಾಸ ಮೋರೆ, ಬಸವರಾಜ ಮರೆ, ಪ್ರಭುದಿಗ್ಗೆ, ಕಪಿಲ ಕಲ್ಯಾಣೆ, ರಾಜಪ್ಪ ಪಾಟೀಲ್, ವಿವಾನಂದ ಗುಂದಗೆ, ಶರಣಪ್ಪ ಬಿರಾದಾರ್, ವಿಶ್ವನಾಥಪ್ಪ ಬಿರಾದಾರ್, ಸಂತೋಷ ಬಿಜಿ ಪಾಟೀಲ್, ಸಂಗಮೇಶ ಗುಮ್ಮೆ, ಸುನಿತಾ ಮಮ್ಮಾ, ಮಹಾನಂದಾ ಮಾಶೆಟ್ಟೆ ಸೇರಿದಂತೆ ಹಲವರು ಇದ್ದರು. ಹಾನಗಲ್ ಕುಮಾರೇಶ್ವರ ಉಚಿತ ಪ್ರಸಾದ ನಿಲಯದ ವಿದ್ಯಾರ್ಥಿಗಳಿಂದ ವಚನ ಪ್ರಾರ್ಥನೆ ನಡೆಸಿಕೊಟ್ಟರು. ಸುಂದರ ಪ್ರಾರ್ಥನೆ, ವಂದಿಸಿದರು. ದೀಪಕ ಠಮಕೆ ನಿರೂಪಿಸಿ, [882,495,1151,685]
story1-kicker: ಭಾಲ್ಕಿಯ ಹಿರೇಮಠ ಸಂಸ್ಥಾನದಲ್ಲಿ ಗುರು ಬಸವ ಪಟ್ಟದ್ದೇವರ ಸಾನ್ನಿಧ್ಯದಲ್ಲಿ ಪೂರ್ವಭಾವಿ ಸಭೆ [27,97,1157,143]
story4-col4b: ಶರಣಬಸವೇಶ್ವರ ಕಲಾ ಮಹಾವಿದ್ಯಾಲಯದ ಪ್ರಾಚಾರ್ಯ ಡಾ.ಸುರೇಶಕುಮಾರ ನಂದಗಾಂವ ಸ್ವಾಗತಿಸಿದರು. ಪ್ರಾಧ್ಯಾಪಕರಾದ ಶ್ರೀವಾಣಿ ಅನಿತಾ ಕಾರ್ಯಕ್ರಮ ನಿರೂಪಿಸಿದರು. ಡಾ.ಅನಿತಾ ಮೇತ್ರಿ ವಂದಿಸಿದರು. ಚನ್ನಬಸವ ದೊಡ್ಡಮನಿ ಸ್ವಾಗತಗೀತೆ ಹಾಡಿದರು. ಕಲ್ಯಾಣ ಕರ್ನಾಟಕ ಭಾಗದ ಪದವಿ ಕಾಲೇಜುಗಳ ಪ್ರಾಧ್ಯಾಪಕರು, 300ಕ್ಕಿಂತ ಹೆಚ್ಚು ಪದವಿ ಪ್ರಾಧ್ಯಾಪಕರು ಭಾಗವಹಿಸಿದ್ದರು. [866,2076,1142,2208]
photo-women-row [33,994,394,1118]
story2-byline-rule [33,1146,394,1147]
story3-headline: ಅಸ್ಪೃಶ್ಯತೆ ಸಂಪೂರ್ಣ ನಿರ್ಮೂಲಗೆ ಎಲ್ಲರ ಸಹಕಾರ ಅಗತ್ಯ [414,874,1340,935]
photo-table [1275,393,1490,479]
story4-kicker: ಪದವಿ ಮಹಾವಿದ್ಯಾಲಯಗಳ ಪ್ರಾಧ್ಯಾಪಕರಿಗೆ ಒಂದು ದಿನದ ಕಾರ್ಯಾಗಾರ [33,1544,963,1592]
story4-byline: ಪ್ರಮಥವಾಣಿ.ಕಾಂ [33,1708,112,1725]
